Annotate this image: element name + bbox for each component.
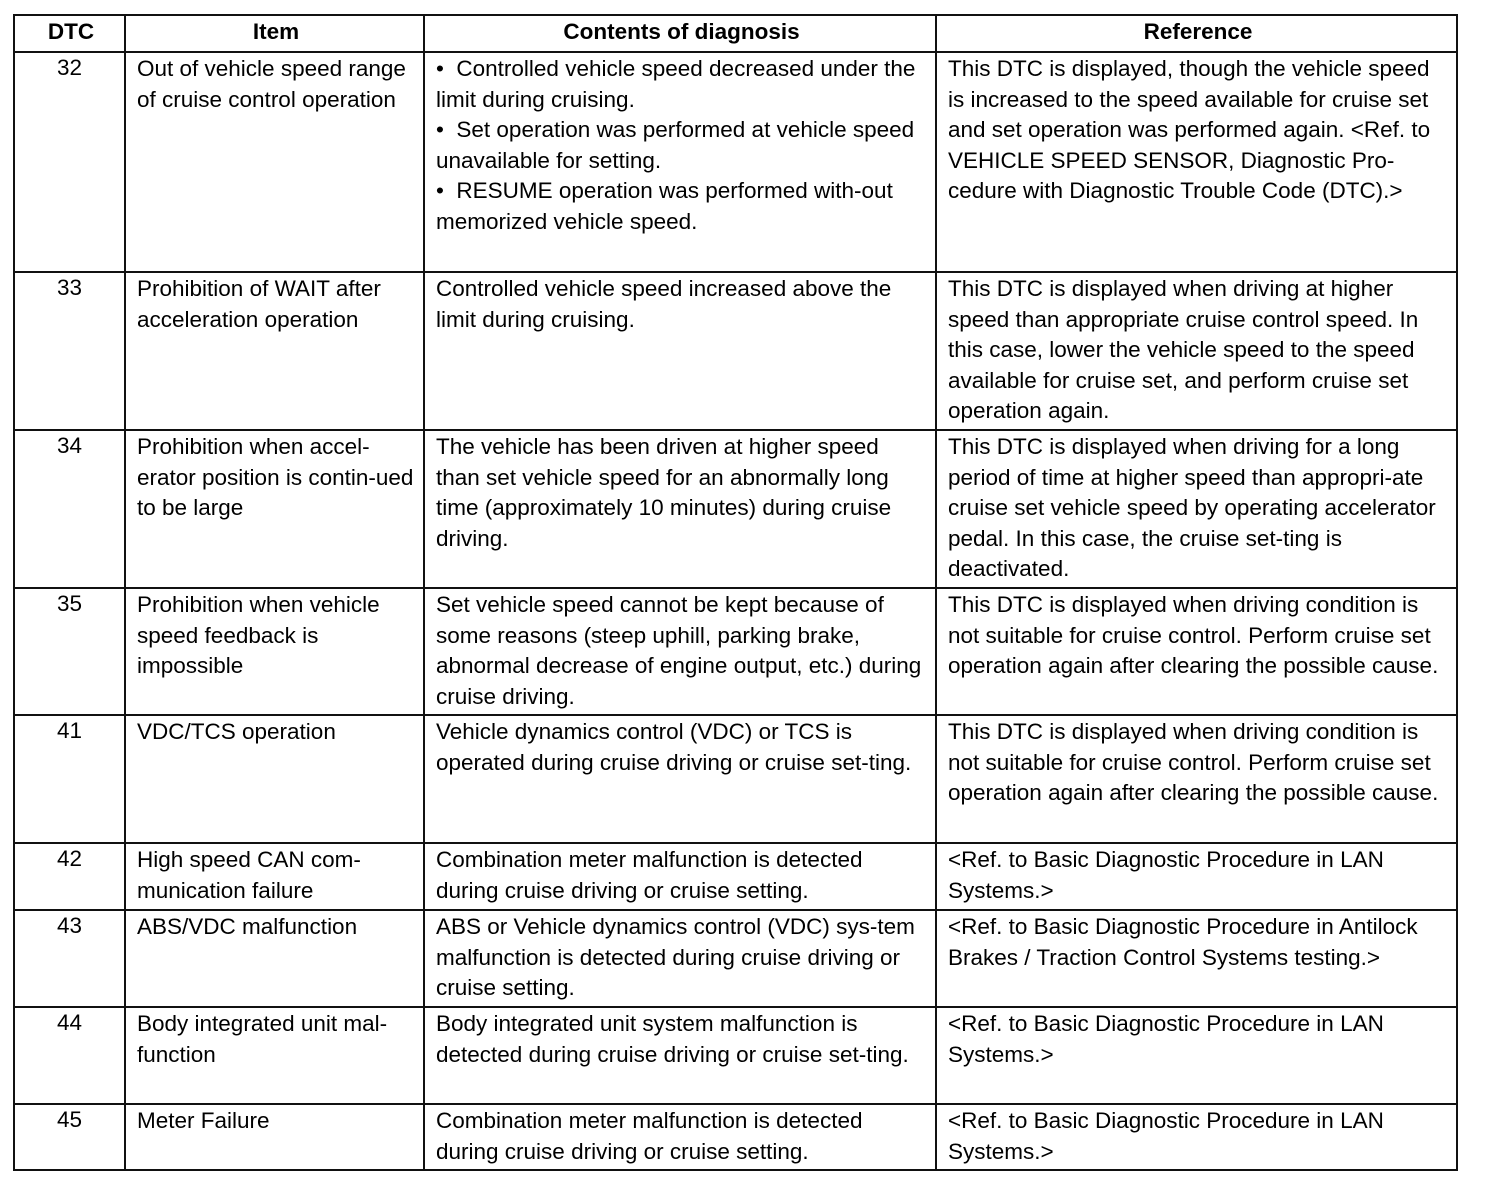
header-item: Item [125, 15, 424, 52]
dtc-code: 35 [14, 588, 125, 715]
dtc-code: 44 [14, 1007, 125, 1104]
dtc-code: 33 [14, 272, 125, 430]
dtc-code: 43 [14, 910, 125, 1007]
contents-cell: Controlled vehicle speed increased above the limit during cruising. [424, 272, 936, 430]
table-row [14, 1104, 1457, 1170]
reference-cell: <Ref. to Basic Diagnostic Procedure in LAN Systems.> [936, 843, 1457, 910]
item-cell: Body integrated unit mal-function [125, 1007, 424, 1104]
table-row [14, 843, 1457, 910]
dtc-code: 32 [14, 52, 125, 272]
table-row [14, 52, 1457, 272]
reference-cell: This DTC is displayed when driving for a long period of time at higher speed than appropri-ate cruise set vehicle speed by operating accelerator pedal. In this case, the cruise set-ting is deactivated. [936, 430, 1457, 588]
item-cell: ABS/VDC malfunction [125, 910, 424, 1007]
header-reference: Reference [936, 15, 1457, 52]
reference-cell: <Ref. to Basic Diagnostic Procedure in Antilock Brakes / Traction Control Systems testing.> [936, 910, 1457, 1007]
table-row [14, 910, 1457, 1007]
header-contents: Contents of diagnosis [424, 15, 936, 52]
reference-cell: This DTC is displayed when driving at higher speed than appropriate cruise control speed. In this case, lower the vehicle speed to the speed available for cruise set, and perform cruise set operation again. [936, 272, 1457, 430]
reference-cell: This DTC is displayed, though the vehicle speed is increased to the speed available for cruise set and set operation was performed again. <Ref. to VEHICLE SPEED SENSOR, Diagnostic Pro-cedure with Diagnostic Trouble Code (DTC).> [936, 52, 1457, 272]
header-row [14, 15, 1457, 52]
table-row [14, 430, 1457, 588]
table-row [14, 1007, 1457, 1104]
contents-bullet: • Set operation was performed at vehicle speed unavailable for setting. [436, 115, 927, 176]
contents-cell: Set vehicle speed cannot be kept because of some reasons (steep uphill, parking brake, abnormal decrease of engine output, etc.) during cruise driving. [424, 588, 936, 715]
item-cell: Prohibition when accel-erator position is contin-ued to be large [125, 430, 424, 588]
contents-bullet: • RESUME operation was performed with-out memorized vehicle speed. [436, 176, 927, 237]
table-row [14, 588, 1457, 715]
contents-cell: ABS or Vehicle dynamics control (VDC) sys-tem malfunction is detected during cruise driving or cruise setting. [424, 910, 936, 1007]
dtc-table [13, 14, 1458, 1171]
contents-cell: The vehicle has been driven at higher speed than set vehicle speed for an abnormally long time (approximately 10 minutes) during cruise driving. [424, 430, 936, 588]
contents-cell: Combination meter malfunction is detected during cruise driving or cruise setting. [424, 1104, 936, 1170]
item-cell: Meter Failure [125, 1104, 424, 1170]
reference-cell: <Ref. to Basic Diagnostic Procedure in LAN Systems.> [936, 1007, 1457, 1104]
dtc-code: 41 [14, 715, 125, 843]
table-row [14, 272, 1457, 430]
item-cell: VDC/TCS operation [125, 715, 424, 843]
contents-cell: Combination meter malfunction is detected during cruise driving or cruise setting. [424, 843, 936, 910]
item-cell: Out of vehicle speed range of cruise control operation [125, 52, 424, 272]
reference-cell: <Ref. to Basic Diagnostic Procedure in LAN Systems.> [936, 1104, 1457, 1170]
contents-bullet: • Controlled vehicle speed decreased under the limit during cruising. [436, 54, 927, 115]
contents-cell: Body integrated unit system malfunction is detected during cruise driving or cruise set-ting. [424, 1007, 936, 1104]
reference-cell: This DTC is displayed when driving condition is not suitable for cruise control. Perform cruise set operation again after clearing the possible cause. [936, 588, 1457, 715]
dtc-code: 42 [14, 843, 125, 910]
item-cell: Prohibition of WAIT after acceleration operation [125, 272, 424, 430]
header-dtc: DTC [14, 15, 125, 52]
item-cell: High speed CAN com-munication failure [125, 843, 424, 910]
dtc-code: 34 [14, 430, 125, 588]
table-row [14, 715, 1457, 843]
contents-cell: Vehicle dynamics control (VDC) or TCS is operated during cruise driving or cruise set-ting. [424, 715, 936, 843]
reference-cell: This DTC is displayed when driving condition is not suitable for cruise control. Perform cruise set operation again after clearing the possible cause. [936, 715, 1457, 843]
dtc-code: 45 [14, 1104, 125, 1170]
item-cell: Prohibition when vehicle speed feedback is impossible [125, 588, 424, 715]
contents-cell [424, 52, 936, 272]
